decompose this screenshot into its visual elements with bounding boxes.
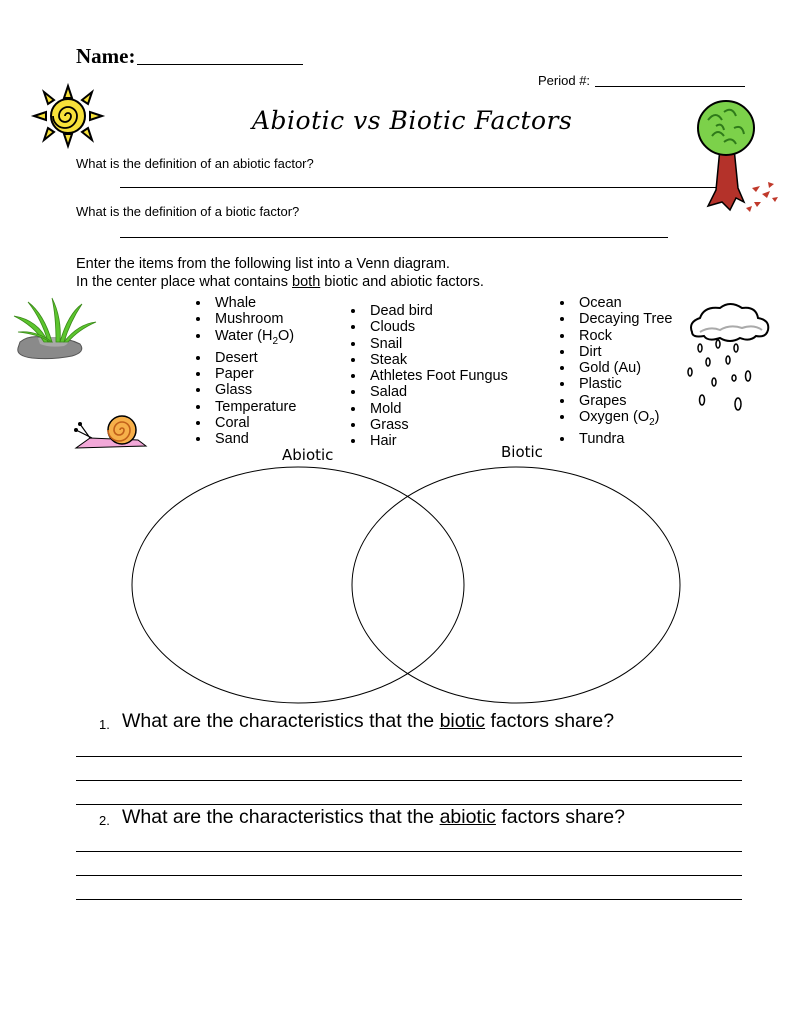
list-item: • Plastic [575, 376, 673, 392]
question-1-number: 1. [99, 717, 110, 732]
list-item: • Ocean [575, 295, 673, 311]
list-item: • Steak [366, 352, 508, 368]
list-item: • Mold [366, 401, 508, 417]
list-item: • Dirt [575, 344, 673, 360]
page-title: Abiotic vs Biotic Factors [252, 106, 573, 135]
list-item: • Salad [366, 384, 508, 400]
list-item: • Rock [575, 328, 673, 344]
list-item: • Dead bird [366, 303, 508, 319]
instructions-line-1: Enter the items from the following list into a Venn diagram. [76, 256, 450, 272]
list-item: • Athletes Foot Fungus [366, 368, 508, 384]
list-item: • Tundra [575, 431, 673, 447]
list-item: • Decaying Tree [575, 311, 673, 327]
question-1-text: What are the characteristics that the biotic factors share? [122, 710, 615, 732]
list-item: • Glass [211, 382, 296, 398]
venn-right-label: Biotic [501, 443, 543, 461]
list-item: • Sand [211, 431, 296, 447]
venn-biotic-circle[interactable] [352, 467, 680, 703]
question-2-text: What are the characteristics that the abiotic factors share? [122, 806, 625, 828]
list-item: • Mushroom [211, 311, 296, 327]
question-1-answer-line[interactable] [76, 804, 742, 805]
list-item: • Snail [366, 336, 508, 352]
period-label: Period #: [538, 73, 591, 88]
venn-left-label: Abiotic [282, 446, 334, 464]
question-2-answer-line[interactable] [76, 899, 742, 900]
question-1-answer-line[interactable] [76, 756, 742, 757]
question-2-answer-line[interactable] [76, 875, 742, 876]
question-1-answer-line[interactable] [76, 780, 742, 781]
biotic-definition-question: What is the definition of a biotic factor? [76, 204, 300, 219]
venn-abiotic-circle[interactable] [132, 467, 464, 703]
list-item: • Coral [211, 415, 296, 431]
list-item: • Gold (Au) [575, 360, 673, 376]
list-item: • Oxygen $(O_2)$ [575, 409, 673, 431]
list-item: • Desert [211, 350, 296, 366]
list-item: • Grapes [575, 393, 673, 409]
question-2-number: 2. [99, 813, 110, 828]
list-item: • Temperature [211, 399, 296, 415]
instructions-line-2: In the center place what contains both biotic and abiotic factors. [76, 274, 484, 290]
name-label: Name: [76, 44, 136, 68]
question-2-answer-line[interactable] [76, 851, 742, 852]
abiotic-definition-question: What is the definition of an abiotic factor? [76, 156, 314, 171]
list-item: • Paper [211, 366, 296, 382]
list-item: • Grass [366, 417, 508, 433]
list-item: • Clouds [366, 319, 508, 335]
list-item: • Water $(H_2O)$ [211, 328, 296, 350]
list-item: • Whale [211, 295, 296, 311]
list-item: • Hair [366, 433, 508, 449]
